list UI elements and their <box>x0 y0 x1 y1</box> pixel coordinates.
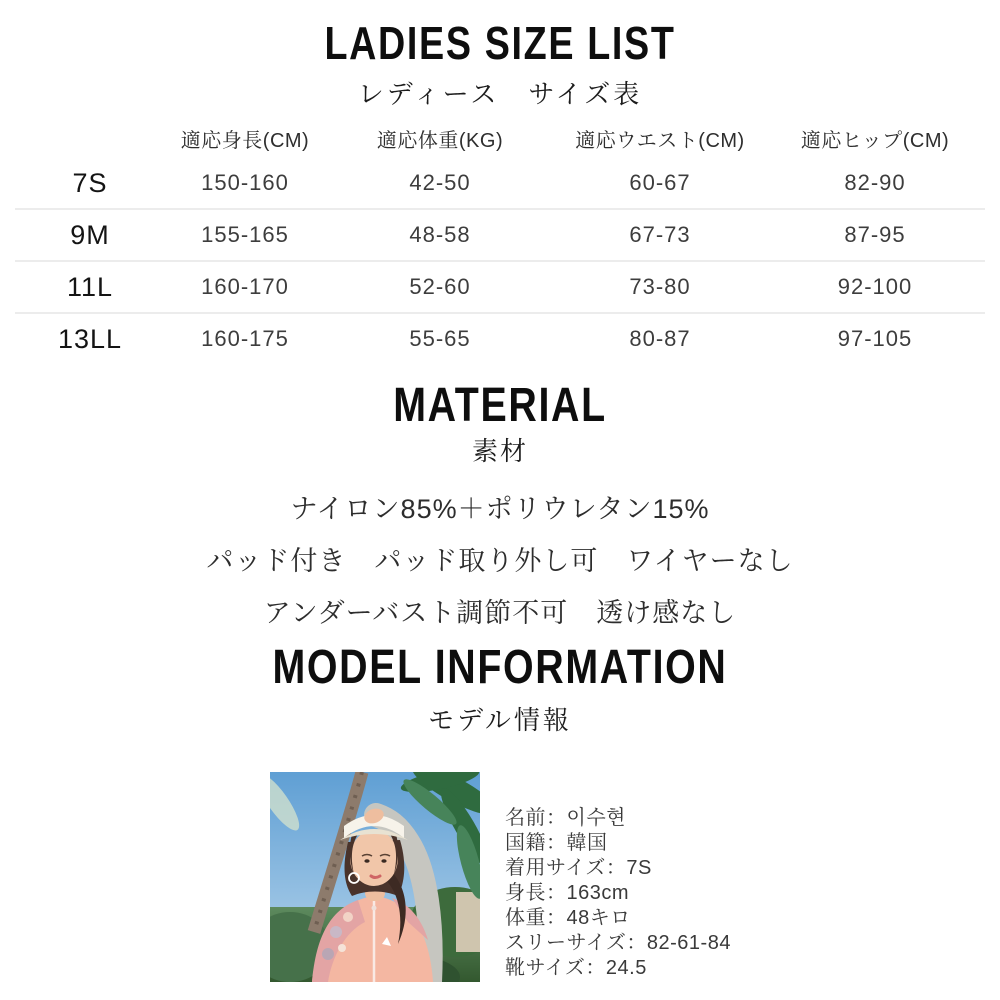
column-header-waist: 適応ウエスト(CM) <box>575 129 745 152</box>
weight-value: 52-60 <box>409 274 471 299</box>
hip-value: 92-100 <box>837 274 913 299</box>
table-row <box>15 210 985 262</box>
material-description <box>0 487 1000 643</box>
size-label: 9M <box>70 219 110 250</box>
model-details <box>505 806 731 981</box>
waist-value: 67-73 <box>629 222 691 247</box>
model-shoe-size: 靴サイズ：24.5 <box>505 957 647 979</box>
model-nationality: 国籍：韓国 <box>505 832 608 854</box>
model-height: 身長：163cm <box>505 882 630 904</box>
size-label: 13LL <box>57 323 123 354</box>
model-info-subheading: モデル情報 <box>428 705 572 735</box>
column-header-hip: 適応ヒップ(CM) <box>800 129 950 152</box>
material-line-composition: ナイロン85%＋ポリウレタン15% <box>290 494 710 524</box>
material-line-pad: パッド付き パッド取り外し可 ワイヤーなし <box>206 546 794 576</box>
model-three-sizes: スリーサイズ：82-61-84 <box>505 932 731 954</box>
model-weight: 体重：48キロ <box>505 907 631 929</box>
hip-value: 87-95 <box>844 222 906 247</box>
model-info-heading: MODEL INFORMATION <box>272 641 728 694</box>
model-name: 名前：이수현 <box>505 807 626 829</box>
height-value: 150-160 <box>201 170 289 195</box>
size-table <box>15 118 985 364</box>
table-row <box>15 262 985 314</box>
model-photo-illustration <box>270 772 480 982</box>
material-heading: MATERIAL <box>393 379 607 432</box>
weight-value: 48-58 <box>409 222 471 247</box>
waist-value: 73-80 <box>629 274 691 299</box>
size-table-header-row <box>15 118 985 158</box>
height-value: 160-175 <box>201 326 289 351</box>
material-subheading: 素材 <box>471 436 528 466</box>
height-value: 155-165 <box>201 222 289 247</box>
hip-value: 97-105 <box>837 326 913 351</box>
weight-value: 55-65 <box>409 326 471 351</box>
material-line-bust: アンダーバスト調節不可 透け感なし <box>263 598 737 628</box>
waist-value: 80-87 <box>629 326 691 351</box>
waist-value: 60-67 <box>629 170 691 195</box>
column-header-height: 適応身長(CM) <box>180 129 310 152</box>
height-value: 160-170 <box>201 274 289 299</box>
hip-value: 82-90 <box>844 170 906 195</box>
weight-value: 42-50 <box>409 170 471 195</box>
page-title: LADIES SIZE LIST <box>324 17 676 69</box>
model-wearing-size: 着用サイズ：7S <box>505 857 652 879</box>
page-subtitle: レディース サイズ表 <box>357 79 643 109</box>
size-label: 11L <box>66 271 114 302</box>
table-row <box>15 158 985 210</box>
column-header-weight: 適応体重(KG) <box>376 129 504 152</box>
model-photo <box>270 772 480 982</box>
table-row <box>15 314 985 364</box>
size-label: 7S <box>72 167 108 198</box>
